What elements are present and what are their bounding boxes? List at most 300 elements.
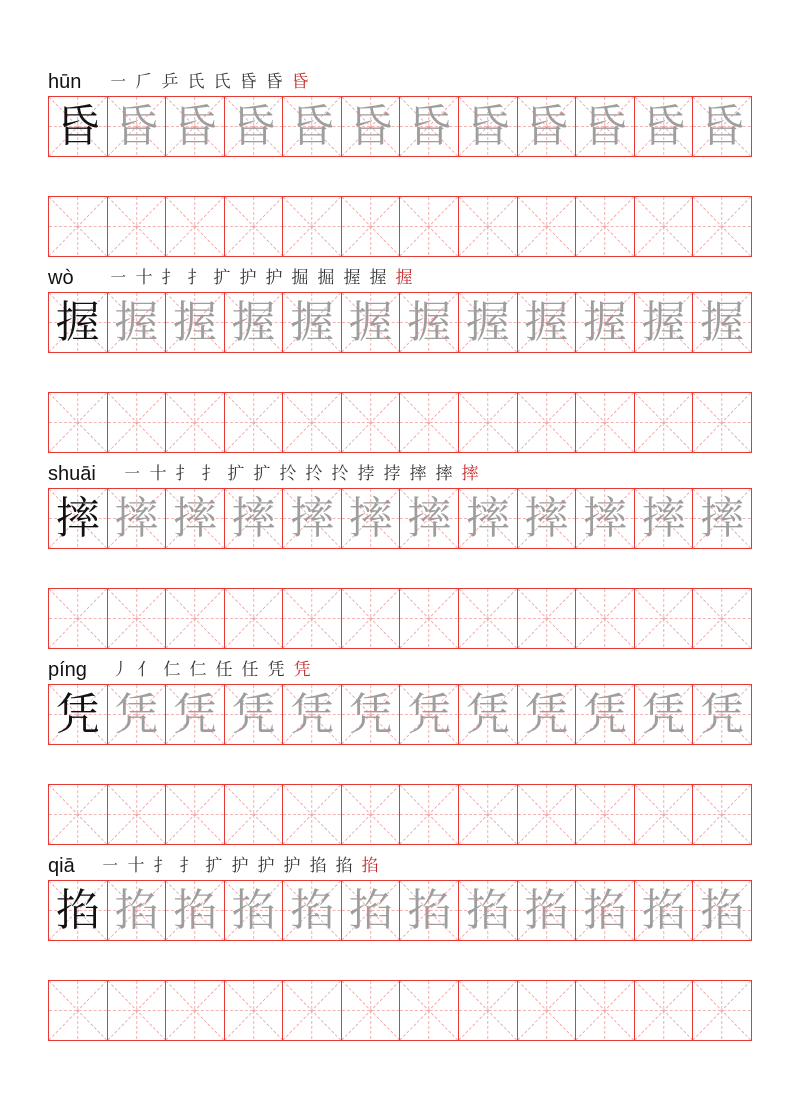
mizige-guides (342, 589, 400, 648)
trace-character: 握 (407, 296, 452, 348)
trace-character-cell (166, 880, 225, 941)
trace-character: 昏 (465, 100, 510, 152)
mizige-guides (225, 393, 283, 452)
trace-character: 摔 (700, 492, 745, 544)
empty-practice-cell[interactable] (108, 392, 167, 453)
empty-practice-cell[interactable] (225, 588, 284, 649)
stroke-step: 扵 (331, 464, 349, 484)
trace-character: 摔 (641, 492, 686, 544)
character-header (48, 852, 752, 880)
empty-practice-cell[interactable] (576, 196, 635, 257)
trace-character-cell (459, 880, 518, 941)
stroke-step: 扌 (179, 856, 197, 876)
stroke-order-sequence (106, 266, 416, 290)
trace-character-cell (108, 488, 167, 549)
mizige-guides (342, 197, 400, 256)
stroke-step: 任 (241, 660, 259, 680)
mizige-guides (49, 393, 107, 452)
pinyin-label: qiā (48, 855, 75, 877)
model-character: 握 (55, 296, 100, 348)
empty-practice-row (48, 784, 752, 845)
tracing-row (48, 488, 752, 549)
mizige-guides (693, 981, 751, 1040)
trace-character: 掐 (582, 884, 627, 936)
empty-practice-cell[interactable] (283, 588, 342, 649)
empty-practice-cell[interactable] (166, 784, 225, 845)
model-character-cell (48, 488, 108, 549)
trace-character-cell (108, 880, 167, 941)
trace-character-cell (225, 684, 284, 745)
empty-practice-cell[interactable] (635, 980, 694, 1041)
trace-character: 昏 (582, 100, 627, 152)
stroke-step: 护 (231, 856, 249, 876)
stroke-step: 丿 (111, 660, 129, 680)
stroke-step: 昏 (239, 72, 257, 92)
trace-character-cell (225, 96, 284, 157)
trace-character: 摔 (231, 492, 276, 544)
mizige-guides (459, 589, 517, 648)
empty-practice-cell[interactable] (518, 588, 577, 649)
model-character: 摔 (55, 492, 100, 544)
mizige-guides (400, 197, 458, 256)
stroke-step: 仁 (163, 660, 181, 680)
trace-character-cell (576, 488, 635, 549)
pinyin-label: shuāi (48, 463, 96, 485)
character-header (48, 656, 752, 684)
empty-practice-cell[interactable] (693, 980, 752, 1041)
trace-character-cell (459, 684, 518, 745)
trace-character: 昏 (348, 100, 393, 152)
trace-character-cell (342, 96, 401, 157)
mizige-guides (693, 197, 751, 256)
trace-character: 摔 (114, 492, 159, 544)
trace-character-cell (342, 488, 401, 549)
mizige-guides (518, 785, 576, 844)
trace-character-cell (576, 292, 635, 353)
trace-character-cell (693, 880, 752, 941)
mizige-guides (635, 785, 693, 844)
trace-character-cell (400, 684, 459, 745)
empty-practice-cell[interactable] (48, 980, 108, 1041)
empty-practice-cell[interactable] (518, 784, 577, 845)
mizige-guides (283, 589, 341, 648)
model-character-cell (48, 96, 108, 157)
stroke-step: 乒 (161, 72, 179, 92)
model-character: 掐 (55, 884, 100, 936)
trace-character-cell (518, 684, 577, 745)
empty-practice-cell[interactable] (166, 392, 225, 453)
empty-practice-cell[interactable] (400, 588, 459, 649)
empty-practice-cell[interactable] (635, 588, 694, 649)
empty-practice-cell[interactable] (518, 392, 577, 453)
mizige-guides (108, 197, 166, 256)
trace-character-cell (459, 96, 518, 157)
empty-practice-cell[interactable] (225, 392, 284, 453)
model-character: 昏 (55, 100, 100, 152)
empty-practice-cell[interactable] (342, 392, 401, 453)
mizige-guides (225, 785, 283, 844)
model-character-cell (48, 880, 108, 941)
trace-character-cell (225, 880, 284, 941)
trace-character: 握 (582, 296, 627, 348)
trace-character-cell (166, 96, 225, 157)
trace-character-cell (635, 292, 694, 353)
empty-practice-cell[interactable] (693, 588, 752, 649)
trace-character: 昏 (172, 100, 217, 152)
trace-character: 凭 (641, 688, 686, 740)
character-header (48, 68, 752, 96)
empty-practice-cell[interactable] (166, 980, 225, 1041)
character-header (48, 264, 752, 292)
stroke-step: 扌 (175, 464, 193, 484)
empty-practice-row (48, 588, 752, 649)
trace-character-cell (693, 96, 752, 157)
empty-practice-cell[interactable] (225, 784, 284, 845)
trace-character-cell (635, 880, 694, 941)
empty-practice-cell[interactable] (400, 196, 459, 257)
trace-character: 掐 (641, 884, 686, 936)
stroke-step: 扩 (227, 464, 245, 484)
empty-practice-cell[interactable] (48, 392, 108, 453)
stroke-step: 握 (369, 268, 387, 288)
stroke-step: 氏 (213, 72, 231, 92)
trace-character: 昏 (641, 100, 686, 152)
trace-character-cell (693, 292, 752, 353)
trace-character: 掐 (348, 884, 393, 936)
stroke-step: 扌 (201, 464, 219, 484)
tracing-row (48, 96, 752, 157)
mizige-guides (400, 589, 458, 648)
trace-character: 摔 (582, 492, 627, 544)
empty-practice-cell[interactable] (342, 196, 401, 257)
empty-practice-cell[interactable] (459, 588, 518, 649)
character-header (48, 460, 752, 488)
empty-practice-cell[interactable] (576, 588, 635, 649)
stroke-step: 挬 (383, 464, 401, 484)
trace-character: 掐 (407, 884, 452, 936)
trace-character-cell (576, 880, 635, 941)
mizige-guides (518, 197, 576, 256)
empty-practice-cell[interactable] (576, 392, 635, 453)
mizige-guides (49, 589, 107, 648)
mizige-guides (342, 981, 400, 1040)
trace-character-cell (400, 488, 459, 549)
trace-character: 握 (290, 296, 335, 348)
trace-character: 摔 (524, 492, 569, 544)
stroke-step: 扌 (161, 268, 179, 288)
stroke-step: 氏 (187, 72, 205, 92)
trace-character-cell (166, 292, 225, 353)
model-character-cell (48, 684, 108, 745)
trace-character: 握 (700, 296, 745, 348)
trace-character: 昏 (231, 100, 276, 152)
stroke-step: 𠂆 (135, 72, 153, 92)
trace-character-cell (400, 96, 459, 157)
mizige-guides (49, 981, 107, 1040)
stroke-order-sequence (106, 70, 312, 94)
mizige-guides (400, 981, 458, 1040)
empty-practice-cell[interactable] (459, 784, 518, 845)
tracing-row (48, 684, 752, 745)
stroke-step: ㇐ (109, 268, 127, 288)
trace-character-cell (225, 292, 284, 353)
empty-practice-cell[interactable] (166, 196, 225, 257)
mizige-guides (283, 197, 341, 256)
mizige-guides (693, 393, 751, 452)
trace-character: 握 (524, 296, 569, 348)
trace-character: 昏 (407, 100, 452, 152)
model-character-cell (48, 292, 108, 353)
mizige-guides (283, 981, 341, 1040)
trace-character: 摔 (407, 492, 452, 544)
mizige-guides (166, 589, 224, 648)
stroke-step: 护 (265, 268, 283, 288)
empty-practice-cell[interactable] (342, 588, 401, 649)
trace-character: 握 (641, 296, 686, 348)
empty-practice-cell[interactable] (108, 784, 167, 845)
mizige-guides (108, 785, 166, 844)
stroke-step: 昏 (291, 72, 309, 92)
empty-practice-cell[interactable] (283, 980, 342, 1041)
trace-character: 凭 (465, 688, 510, 740)
mizige-guides (49, 197, 107, 256)
trace-character: 握 (231, 296, 276, 348)
trace-character: 握 (465, 296, 510, 348)
stroke-step: 摔 (461, 464, 479, 484)
trace-character: 握 (114, 296, 159, 348)
empty-practice-row (48, 392, 752, 453)
mizige-guides (166, 197, 224, 256)
mizige-guides (49, 785, 107, 844)
empty-practice-row (48, 196, 752, 257)
trace-character-cell (283, 488, 342, 549)
stroke-step: 凭 (293, 660, 311, 680)
mizige-guides (459, 393, 517, 452)
mizige-guides (635, 589, 693, 648)
trace-character-cell (342, 684, 401, 745)
stroke-step: 扩 (253, 464, 271, 484)
trace-character-cell (635, 488, 694, 549)
mizige-guides (459, 981, 517, 1040)
trace-character-cell (518, 96, 577, 157)
stroke-order-sequence (98, 854, 382, 878)
trace-character-cell (459, 292, 518, 353)
trace-character: 昏 (524, 100, 569, 152)
stroke-step: 扵 (279, 464, 297, 484)
stroke-step: 摔 (435, 464, 453, 484)
trace-character-cell (108, 96, 167, 157)
empty-practice-cell[interactable] (400, 980, 459, 1041)
trace-character: 昏 (290, 100, 335, 152)
mizige-guides (108, 981, 166, 1040)
stroke-step: ㇐ (101, 856, 119, 876)
stroke-step: 掘 (317, 268, 335, 288)
trace-character: 摔 (290, 492, 335, 544)
empty-practice-cell[interactable] (693, 392, 752, 453)
stroke-step: 握 (343, 268, 361, 288)
mizige-guides (166, 393, 224, 452)
stroke-step: 掐 (309, 856, 327, 876)
mizige-guides (576, 197, 634, 256)
stroke-step: 扩 (213, 268, 231, 288)
trace-character: 握 (348, 296, 393, 348)
stroke-step: 护 (257, 856, 275, 876)
stroke-step: 扌 (187, 268, 205, 288)
stroke-step: 掐 (361, 856, 379, 876)
mizige-guides (576, 393, 634, 452)
trace-character: 凭 (582, 688, 627, 740)
mizige-guides (283, 393, 341, 452)
trace-character-cell (283, 292, 342, 353)
empty-practice-cell[interactable] (48, 588, 108, 649)
empty-practice-cell[interactable] (108, 588, 167, 649)
stroke-step: ㇐ (109, 72, 127, 92)
stroke-step: 任 (215, 660, 233, 680)
empty-practice-cell[interactable] (108, 980, 167, 1041)
trace-character-cell (400, 292, 459, 353)
trace-character-cell (400, 880, 459, 941)
stroke-step: 掐 (335, 856, 353, 876)
trace-character: 昏 (700, 100, 745, 152)
tracing-row (48, 880, 752, 941)
trace-character-cell (166, 684, 225, 745)
stroke-step: 十 (149, 464, 167, 484)
trace-character-cell (283, 684, 342, 745)
empty-practice-cell[interactable] (48, 784, 108, 845)
mizige-guides (693, 589, 751, 648)
trace-character: 凭 (348, 688, 393, 740)
mizige-guides (576, 589, 634, 648)
empty-practice-cell[interactable] (693, 784, 752, 845)
stroke-step: 挬 (357, 464, 375, 484)
empty-practice-cell[interactable] (459, 980, 518, 1041)
trace-character-cell (518, 292, 577, 353)
empty-practice-cell[interactable] (635, 196, 694, 257)
empty-practice-cell[interactable] (576, 980, 635, 1041)
trace-character-cell (518, 488, 577, 549)
empty-practice-cell[interactable] (576, 784, 635, 845)
trace-character: 掐 (231, 884, 276, 936)
empty-practice-cell[interactable] (225, 196, 284, 257)
empty-practice-cell[interactable] (225, 980, 284, 1041)
empty-practice-cell[interactable] (459, 196, 518, 257)
trace-character-cell (635, 96, 694, 157)
mizige-guides (283, 785, 341, 844)
stroke-step: 摔 (409, 464, 427, 484)
trace-character: 掐 (290, 884, 335, 936)
mizige-guides (693, 785, 751, 844)
mizige-guides (400, 393, 458, 452)
empty-practice-cell[interactable] (283, 392, 342, 453)
trace-character: 摔 (172, 492, 217, 544)
trace-character-cell (225, 488, 284, 549)
pinyin-label: píng (48, 659, 87, 681)
pinyin-label: hūn (48, 71, 82, 93)
stroke-step: 十 (135, 268, 153, 288)
trace-character-cell (518, 880, 577, 941)
trace-character: 掐 (114, 884, 159, 936)
trace-character: 掐 (465, 884, 510, 936)
empty-practice-cell[interactable] (518, 196, 577, 257)
trace-character: 凭 (407, 688, 452, 740)
trace-character: 凭 (290, 688, 335, 740)
stroke-step: 扌 (153, 856, 171, 876)
empty-practice-cell[interactable] (283, 784, 342, 845)
stroke-step: 掘 (291, 268, 309, 288)
stroke-step: 护 (283, 856, 301, 876)
stroke-step: 昏 (265, 72, 283, 92)
stroke-step: 扩 (205, 856, 223, 876)
stroke-step: 仁 (189, 660, 207, 680)
empty-practice-cell[interactable] (518, 980, 577, 1041)
empty-practice-cell[interactable] (400, 392, 459, 453)
empty-practice-cell[interactable] (108, 196, 167, 257)
pinyin-label: wò (48, 267, 74, 289)
trace-character-cell (108, 684, 167, 745)
empty-practice-cell[interactable] (283, 196, 342, 257)
empty-practice-cell[interactable] (635, 392, 694, 453)
empty-practice-cell[interactable] (635, 784, 694, 845)
mizige-guides (225, 197, 283, 256)
mizige-guides (342, 785, 400, 844)
trace-character: 摔 (465, 492, 510, 544)
trace-character: 凭 (524, 688, 569, 740)
mizige-guides (342, 393, 400, 452)
stroke-step: ㇐ (123, 464, 141, 484)
trace-character-cell (283, 880, 342, 941)
trace-character-cell (576, 96, 635, 157)
mizige-guides (576, 785, 634, 844)
mizige-guides (518, 981, 576, 1040)
trace-character: 摔 (348, 492, 393, 544)
mizige-guides (400, 785, 458, 844)
mizige-guides (518, 393, 576, 452)
trace-character: 昏 (114, 100, 159, 152)
mizige-guides (166, 785, 224, 844)
mizige-guides (635, 981, 693, 1040)
trace-character-cell (635, 684, 694, 745)
stroke-order-sequence (108, 658, 314, 682)
mizige-guides (225, 589, 283, 648)
empty-practice-cell[interactable] (342, 784, 401, 845)
mizige-guides (459, 785, 517, 844)
stroke-step: 凭 (267, 660, 285, 680)
trace-character: 凭 (231, 688, 276, 740)
trace-character: 握 (172, 296, 217, 348)
stroke-step: 护 (239, 268, 257, 288)
mizige-guides (459, 197, 517, 256)
trace-character-cell (283, 96, 342, 157)
empty-practice-cell[interactable] (459, 392, 518, 453)
trace-character: 凭 (700, 688, 745, 740)
empty-practice-cell[interactable] (400, 784, 459, 845)
mizige-guides (576, 981, 634, 1040)
trace-character: 掐 (700, 884, 745, 936)
trace-character-cell (342, 292, 401, 353)
empty-practice-row (48, 980, 752, 1041)
trace-character: 掐 (172, 884, 217, 936)
empty-practice-cell[interactable] (166, 588, 225, 649)
mizige-guides (518, 589, 576, 648)
trace-character-cell (576, 684, 635, 745)
trace-character: 掐 (524, 884, 569, 936)
trace-character-cell (459, 488, 518, 549)
empty-practice-cell[interactable] (48, 196, 108, 257)
empty-practice-cell[interactable] (693, 196, 752, 257)
mizige-guides (166, 981, 224, 1040)
stroke-step: 握 (395, 268, 413, 288)
empty-practice-cell[interactable] (342, 980, 401, 1041)
